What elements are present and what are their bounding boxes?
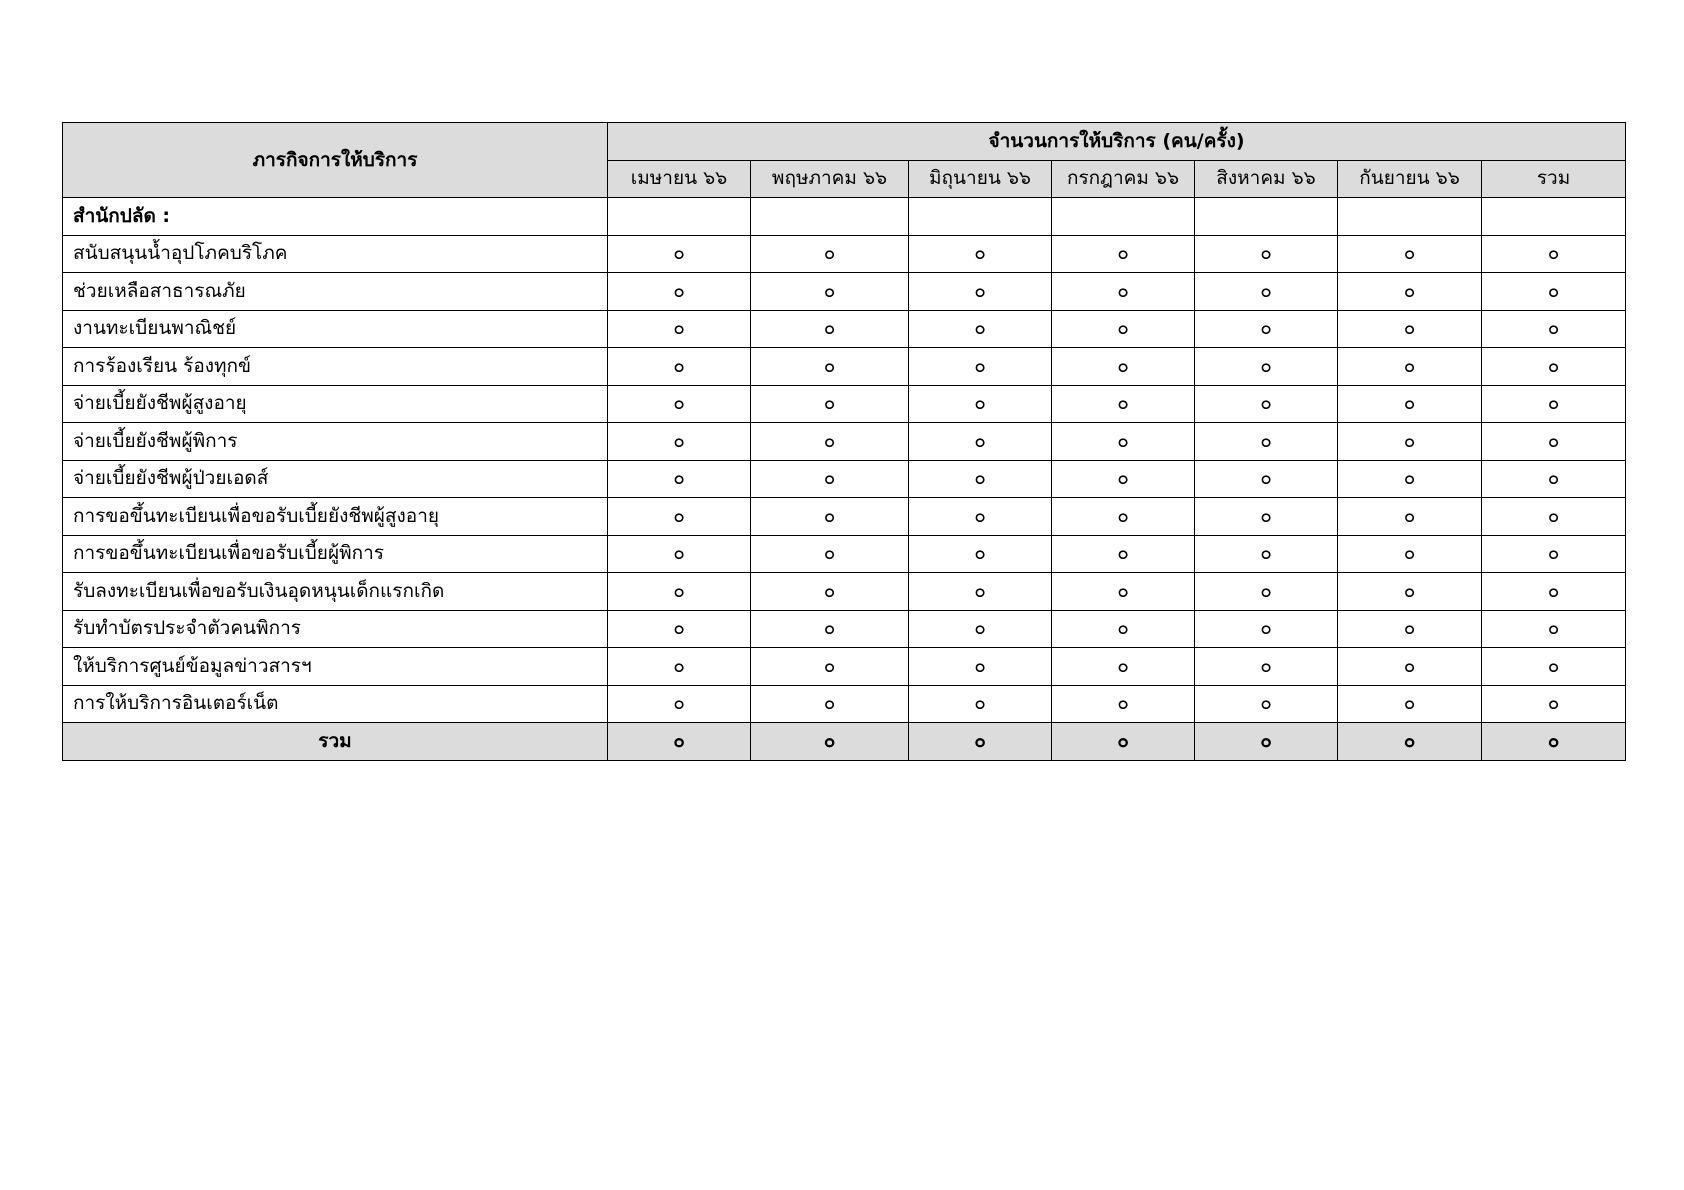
empty-cell <box>909 198 1052 236</box>
service-label: จ่ายเบี้ยยังชีพผู้พิการ <box>63 423 608 461</box>
service-count-cell: ๐ <box>1338 648 1482 686</box>
service-count-cell: ๐ <box>909 385 1052 423</box>
service-count-cell: ๐ <box>751 235 909 273</box>
header-row-group <box>63 123 1626 161</box>
empty-cell <box>751 198 909 236</box>
table-row <box>63 460 1626 498</box>
service-count-cell: ๐ <box>608 610 751 648</box>
service-count-cell: ๐ <box>1052 385 1195 423</box>
service-count-cell: ๐ <box>1052 685 1195 723</box>
service-report-table <box>62 122 1626 761</box>
service-label: การขอขึ้นทะเบียนเพื่อขอรับเบี้ยผู้พิการ <box>63 535 608 573</box>
service-label: จ่ายเบี้ยยังชีพผู้สูงอายุ <box>63 385 608 423</box>
service-count-cell: ๐ <box>1052 273 1195 311</box>
service-label: รับลงทะเบียนเพื่อขอรับเงินอุดหนุนเด็กแรกเกิด <box>63 573 608 611</box>
service-count-cell: ๐ <box>1338 460 1482 498</box>
service-count-cell: ๐ <box>909 460 1052 498</box>
service-count-cell: ๐ <box>608 573 751 611</box>
table-row <box>63 498 1626 536</box>
service-count-cell: ๐ <box>1195 610 1338 648</box>
service-count-cell: ๐ <box>1482 610 1626 648</box>
service-label: การให้บริการอินเตอร์เน็ต <box>63 685 608 723</box>
service-count-cell: ๐ <box>751 610 909 648</box>
service-count-cell: ๐ <box>1338 685 1482 723</box>
service-count-cell: ๐ <box>1338 273 1482 311</box>
empty-cell <box>1195 198 1338 236</box>
service-count-cell: ๐ <box>1482 385 1626 423</box>
service-count-cell: ๐ <box>608 648 751 686</box>
table-row <box>63 348 1626 386</box>
total-row <box>63 723 1626 761</box>
service-count-cell: ๐ <box>1052 610 1195 648</box>
service-count-cell: ๐ <box>1482 498 1626 536</box>
service-label: การขอขึ้นทะเบียนเพื่อขอรับเบี้ยยังชีพผู้สูงอายุ <box>63 498 608 536</box>
service-count-cell: ๐ <box>1195 423 1338 461</box>
service-label: ให้บริการศูนย์ข้อมูลข่าวสารฯ <box>63 648 608 686</box>
service-count-cell: ๐ <box>608 685 751 723</box>
service-count-cell: ๐ <box>1482 235 1626 273</box>
mission-column-header: ภารกิจการให้บริการ <box>63 123 608 198</box>
service-count-cell: ๐ <box>1482 310 1626 348</box>
month-header-may: พฤษภาคม ๖๖ <box>751 160 909 198</box>
service-count-cell: ๐ <box>909 535 1052 573</box>
service-label: จ่ายเบี้ยยังชีพผู้ป่วยเอดส์ <box>63 460 608 498</box>
table-row <box>63 423 1626 461</box>
total-value: ๐ <box>608 723 751 761</box>
service-count-cell: ๐ <box>909 685 1052 723</box>
service-count-cell: ๐ <box>608 310 751 348</box>
total-value: ๐ <box>1195 723 1338 761</box>
service-count-cell: ๐ <box>751 310 909 348</box>
total-value: ๐ <box>1052 723 1195 761</box>
month-header-apr: เมษายน ๖๖ <box>608 160 751 198</box>
service-count-cell: ๐ <box>1338 235 1482 273</box>
service-count-cell: ๐ <box>1195 385 1338 423</box>
total-row-label: รวม <box>63 723 608 761</box>
service-count-cell: ๐ <box>909 610 1052 648</box>
service-count-cell: ๐ <box>751 460 909 498</box>
table-row <box>63 685 1626 723</box>
section-label: สำนักปลัด : <box>63 198 608 236</box>
service-count-cell: ๐ <box>1482 648 1626 686</box>
total-value: ๐ <box>909 723 1052 761</box>
service-count-cell: ๐ <box>1052 310 1195 348</box>
total-column-header: รวม <box>1482 160 1626 198</box>
service-count-cell: ๐ <box>909 235 1052 273</box>
table-row <box>63 385 1626 423</box>
service-count-cell: ๐ <box>1195 685 1338 723</box>
service-count-cell: ๐ <box>1338 385 1482 423</box>
service-count-cell: ๐ <box>608 348 751 386</box>
empty-cell <box>1338 198 1482 236</box>
service-count-cell: ๐ <box>1052 348 1195 386</box>
service-count-cell: ๐ <box>751 685 909 723</box>
service-count-cell: ๐ <box>1338 573 1482 611</box>
service-count-cell: ๐ <box>608 235 751 273</box>
service-count-cell: ๐ <box>751 535 909 573</box>
table-row <box>63 535 1626 573</box>
total-value: ๐ <box>1338 723 1482 761</box>
service-count-cell: ๐ <box>1482 273 1626 311</box>
service-count-cell: ๐ <box>909 498 1052 536</box>
service-count-cell: ๐ <box>751 273 909 311</box>
service-count-cell: ๐ <box>1338 310 1482 348</box>
service-count-cell: ๐ <box>1195 648 1338 686</box>
service-count-cell: ๐ <box>751 423 909 461</box>
service-count-cell: ๐ <box>1052 648 1195 686</box>
service-count-cell: ๐ <box>1052 498 1195 536</box>
service-count-cell: ๐ <box>909 273 1052 311</box>
total-value: ๐ <box>1482 723 1626 761</box>
service-count-cell: ๐ <box>1482 423 1626 461</box>
service-count-group-header: จำนวนการให้บริการ (คน/ครั้ง) <box>608 123 1626 161</box>
service-count-cell: ๐ <box>1482 685 1626 723</box>
table-row <box>63 573 1626 611</box>
table-row <box>63 310 1626 348</box>
service-label: สนับสนุนน้ำอุปโภคบริโภค <box>63 235 608 273</box>
service-count-cell: ๐ <box>1195 498 1338 536</box>
service-count-cell: ๐ <box>1195 460 1338 498</box>
service-count-cell: ๐ <box>1482 460 1626 498</box>
service-count-cell: ๐ <box>1052 423 1195 461</box>
service-label: การร้องเรียน ร้องทุกข์ <box>63 348 608 386</box>
service-count-cell: ๐ <box>608 423 751 461</box>
table-row <box>63 273 1626 311</box>
table-row <box>63 610 1626 648</box>
service-count-cell: ๐ <box>608 535 751 573</box>
service-count-cell: ๐ <box>909 648 1052 686</box>
service-count-cell: ๐ <box>1052 573 1195 611</box>
empty-cell <box>608 198 751 236</box>
service-count-cell: ๐ <box>1482 348 1626 386</box>
service-count-cell: ๐ <box>608 273 751 311</box>
service-count-cell: ๐ <box>1338 535 1482 573</box>
service-count-cell: ๐ <box>1338 498 1482 536</box>
service-count-cell: ๐ <box>1338 348 1482 386</box>
service-count-cell: ๐ <box>1195 535 1338 573</box>
section-row <box>63 198 1626 236</box>
service-count-cell: ๐ <box>1195 310 1338 348</box>
service-count-cell: ๐ <box>1195 348 1338 386</box>
service-count-cell: ๐ <box>608 460 751 498</box>
service-count-cell: ๐ <box>1195 573 1338 611</box>
empty-cell <box>1052 198 1195 236</box>
service-count-cell: ๐ <box>909 310 1052 348</box>
service-count-cell: ๐ <box>909 423 1052 461</box>
empty-cell <box>1482 198 1626 236</box>
service-count-cell: ๐ <box>751 385 909 423</box>
service-count-cell: ๐ <box>608 385 751 423</box>
service-count-cell: ๐ <box>751 648 909 686</box>
service-count-cell: ๐ <box>751 498 909 536</box>
service-count-cell: ๐ <box>1195 273 1338 311</box>
service-count-cell: ๐ <box>608 498 751 536</box>
service-label: งานทะเบียนพาณิชย์ <box>63 310 608 348</box>
service-count-cell: ๐ <box>1195 235 1338 273</box>
month-header-sep: กันยายน ๖๖ <box>1338 160 1482 198</box>
service-label: ช่วยเหลือสาธารณภัย <box>63 273 608 311</box>
service-count-cell: ๐ <box>909 573 1052 611</box>
table-row <box>63 235 1626 273</box>
service-count-cell: ๐ <box>751 573 909 611</box>
service-count-cell: ๐ <box>1482 573 1626 611</box>
total-value: ๐ <box>751 723 909 761</box>
service-count-cell: ๐ <box>1338 610 1482 648</box>
month-header-jul: กรกฎาคม ๖๖ <box>1052 160 1195 198</box>
service-count-cell: ๐ <box>1052 460 1195 498</box>
table-row <box>63 648 1626 686</box>
service-count-cell: ๐ <box>909 348 1052 386</box>
service-count-cell: ๐ <box>751 348 909 386</box>
service-count-cell: ๐ <box>1338 423 1482 461</box>
service-count-cell: ๐ <box>1052 235 1195 273</box>
month-header-jun: มิถุนายน ๖๖ <box>909 160 1052 198</box>
service-count-cell: ๐ <box>1052 535 1195 573</box>
service-label: รับทำบัตรประจำตัวคนพิการ <box>63 610 608 648</box>
service-count-cell: ๐ <box>1482 535 1626 573</box>
month-header-aug: สิงหาคม ๖๖ <box>1195 160 1338 198</box>
